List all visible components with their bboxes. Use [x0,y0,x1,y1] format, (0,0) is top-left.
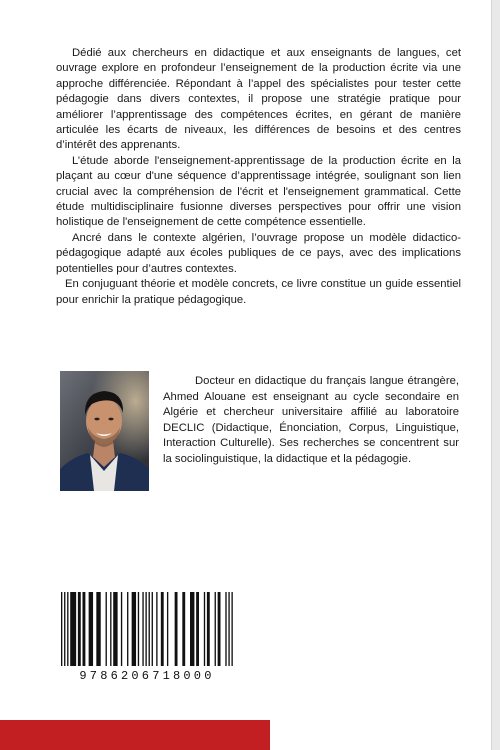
barcode-bar [207,592,210,666]
barcode-bar [175,592,178,666]
barcode-bar [231,592,232,666]
barcode-bar [196,592,199,666]
barcode-bar [156,592,157,666]
barcode-bar [132,592,136,666]
barcode-bar [218,592,221,666]
barcode-bar [149,592,150,666]
barcode-bar [89,592,93,666]
barcode-bars [59,592,235,668]
barcode-bar [64,592,65,666]
barcode-bar [110,592,111,666]
barcode-bar [161,592,164,666]
barcode-bar [78,592,81,666]
barcode-bar [228,592,229,666]
author-bio-text: Docteur en didactique du français langue étrangère, Ahmed Alouane est enseignant au cycle secondaire en Algérie et chercheur universitaire affilié au laboratoire DECLIC (Didactique, Énonciation, Corpus, Linguistique, Interaction Culturelle). Ses recherches se concentrent sur la sociolinguistique, la didactique et la pédagogie. [163,375,459,465]
barcode-bar [127,592,128,666]
author-photo [60,371,149,491]
barcode-bar [96,592,100,666]
barcode-bar [67,592,68,666]
barcode-bar [167,592,168,666]
barcode-bar [204,592,205,666]
barcode-bar [70,592,76,666]
barcode-bar [113,592,117,666]
barcode-bar [215,592,216,666]
barcode-bar [145,592,146,666]
blurb-paragraph-1: Dédié aux chercheurs en didactique et aux enseignants de langues, cet ouvrage explore en profondeur l’enseignement de la production écrite via une approche différenciée. Répondant à l’appel des spécialistes pour tester cette pédagogie dans divers contextes, il propose une stratégie pratique pour améliorer l’apprentissage des compétences écrites, en gérant de manière articulée les écarts de niveaux, les différences de besoins et des centres d’intérêt des apprenants. [56,47,461,152]
bottom-color-band [0,720,270,750]
author-bio [163,374,459,468]
barcode-bar [225,592,226,666]
barcode-bar [83,592,86,666]
barcode-bar [152,592,153,666]
blurb-paragraph-3: Ancré dans le contexte algérien, l’ouvrage propose un modèle didactico-pédagogique adapté aux écoles publiques de ce pays, avec des implications potentielles pour d’autres contextes. [56,231,461,275]
blurb-paragraph-2: L’étude aborde l'enseignement-apprentissage de la production écrite en la plaçant au cœur d'une séquence d’apprentissage intégrée, soulignant son lien crucial avec la compréhension de l'écrit et l'enseignement grammatical. Cette étude multidisciplinaire fusionne diverses perspectives pour offrir une vision holistique de l'enseignement de cette compétence essentielle. [56,154,461,229]
barcode-bar [182,592,185,666]
barcode-bar [61,592,62,666]
barcode-bar [138,592,139,666]
barcode-bar [106,592,107,666]
barcode-bar [190,592,194,666]
blurb-paragraph-4: En conjuguant théorie et modèle concrets, ce livre constitue un guide essentiel pour enrichir la pratique pédagogique. [56,278,461,306]
barcode-bar [121,592,122,666]
isbn-number: 9786206718000 [79,669,215,683]
barcode-bar [142,592,143,666]
isbn-barcode [59,592,235,687]
page-edge [491,0,500,750]
book-blurb [56,46,461,308]
